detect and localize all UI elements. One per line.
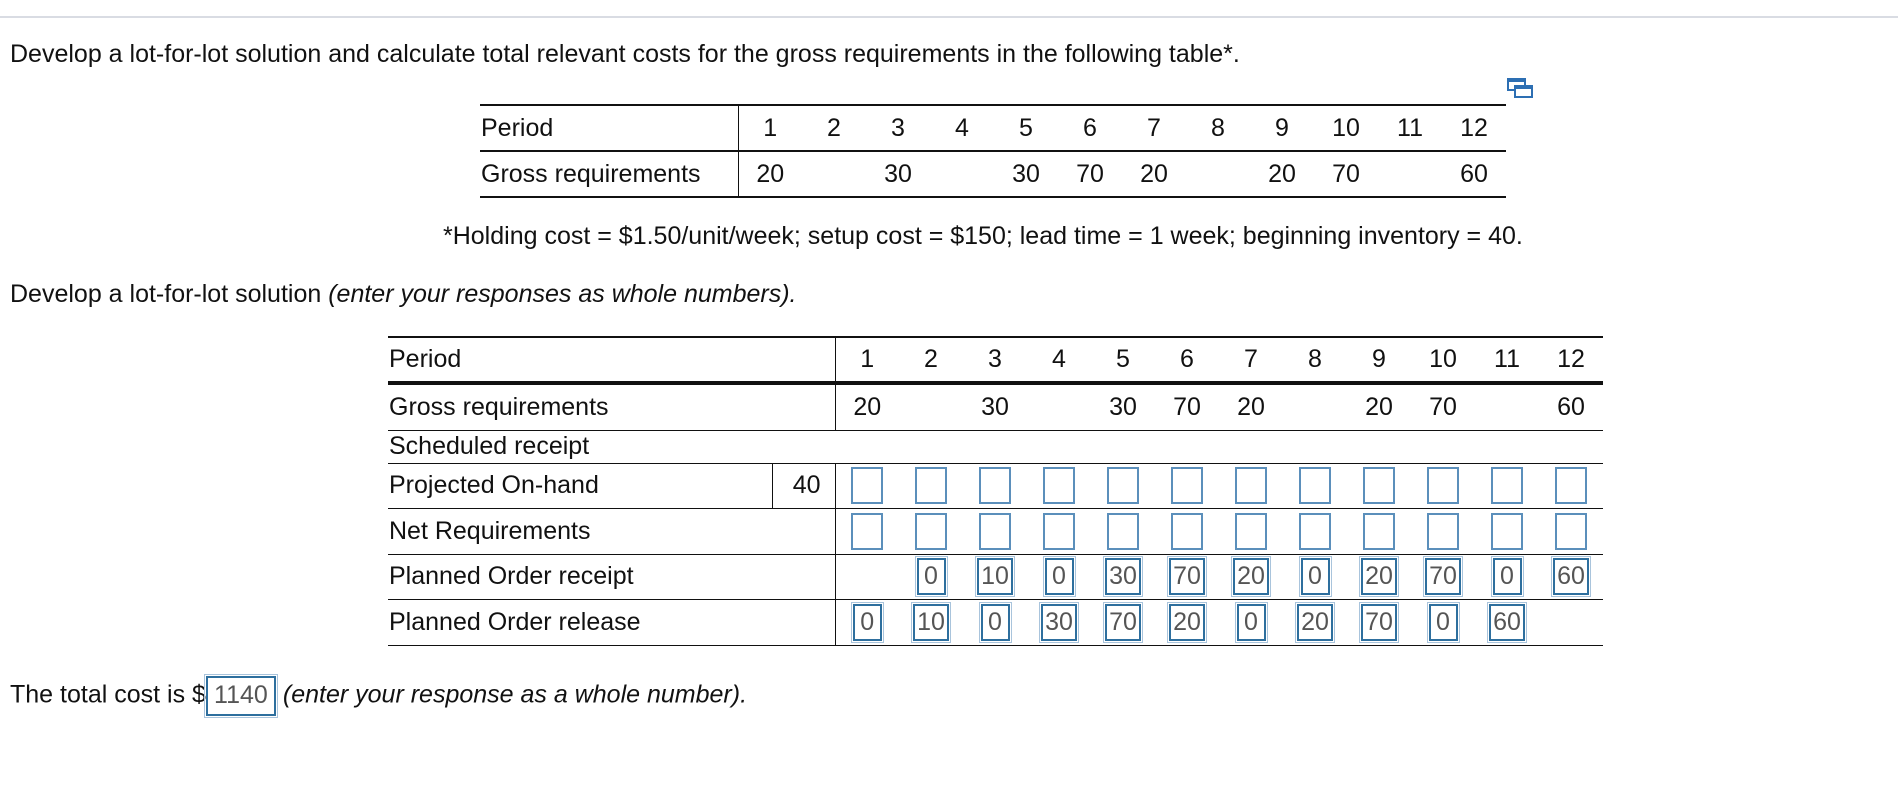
net-input[interactable]	[1491, 513, 1523, 550]
gross-cell: 20	[835, 383, 899, 430]
gross-label: Gross requirements	[480, 151, 738, 197]
gross-cell	[930, 151, 994, 197]
period-cell: 10	[1411, 337, 1475, 383]
period-cell: 5	[994, 105, 1058, 151]
onhand-input[interactable]	[1299, 467, 1331, 504]
top-divider	[0, 16, 1898, 18]
gross-row	[480, 151, 1506, 197]
planned-receipt-input[interactable]: 10	[977, 558, 1013, 595]
gross-cell: 20	[1140, 159, 1168, 188]
mrp-onhand-row	[388, 463, 1603, 509]
planned-receipt-input[interactable]: 60	[1553, 558, 1589, 595]
net-input[interactable]	[1363, 513, 1395, 550]
instruction-hint: (enter your responses as whole numbers).	[328, 280, 797, 308]
planned-receipt-cell	[835, 554, 899, 600]
planned-release-label: Planned Order release	[388, 600, 835, 646]
instruction	[10, 280, 797, 309]
onhand-input[interactable]	[1363, 467, 1395, 504]
planned-receipt-input[interactable]: 0	[1045, 558, 1074, 595]
net-input[interactable]	[1427, 513, 1459, 550]
net-input[interactable]	[1043, 513, 1075, 550]
gross-cell	[1378, 151, 1442, 197]
gross-cell: 60	[1539, 383, 1603, 430]
mrp-planned-receipt-row	[388, 554, 1603, 600]
planned-release-input[interactable]: 0	[853, 604, 882, 641]
net-input[interactable]	[851, 513, 883, 550]
mrp-table	[388, 336, 1603, 646]
planned-receipt-input[interactable]: 0	[1493, 558, 1522, 595]
planned-receipt-input[interactable]: 30	[1105, 558, 1141, 595]
net-requirements-label: Net Requirements	[388, 509, 835, 555]
period-cell: 12	[1539, 337, 1603, 383]
onhand-input[interactable]	[1043, 467, 1075, 504]
net-input[interactable]	[1299, 513, 1331, 550]
onhand-input[interactable]	[1235, 467, 1267, 504]
mrp-period-row	[388, 337, 1603, 383]
gross-cell: 70	[1332, 159, 1360, 188]
period-cell: 5	[1091, 337, 1155, 383]
period-cell: 10	[1314, 105, 1378, 151]
period-cell: 2	[802, 105, 866, 151]
gross-cell: 20	[1219, 383, 1283, 430]
period-cell: 6	[1058, 105, 1122, 151]
gross-cell: 20	[756, 159, 785, 188]
gross-cell	[1186, 151, 1250, 197]
period-cell: 11	[1378, 105, 1442, 151]
gross-cell: 70	[1155, 383, 1219, 430]
planned-release-input[interactable]: 70	[1361, 604, 1397, 641]
mrp-planned-release-row	[388, 600, 1603, 646]
net-input[interactable]	[1107, 513, 1139, 550]
gross-cell: 30	[1091, 383, 1155, 430]
planned-release-cell	[1539, 600, 1603, 646]
planned-receipt-input[interactable]: 20	[1233, 558, 1269, 595]
mrp-gross-row	[388, 383, 1603, 430]
beginning-inventory: 40	[772, 463, 835, 509]
planned-receipt-input[interactable]: 0	[917, 558, 946, 595]
onhand-label: Projected On-hand	[388, 463, 772, 509]
gross-cell: 70	[1411, 383, 1475, 430]
onhand-input[interactable]	[1427, 467, 1459, 504]
total-cost-line	[10, 676, 747, 716]
gross-cell	[1027, 383, 1091, 430]
scheduled-receipt-label: Scheduled receipt	[388, 430, 1603, 463]
planned-release-input[interactable]: 0	[1429, 604, 1458, 641]
gross-cell: 30	[884, 159, 912, 188]
gross-cell: 70	[1076, 159, 1104, 188]
planned-release-input[interactable]: 20	[1169, 604, 1205, 641]
net-input[interactable]	[1235, 513, 1267, 550]
total-cost-input[interactable]: 1140	[206, 676, 276, 716]
net-input[interactable]	[1171, 513, 1203, 550]
mrp-scheduled-row	[388, 430, 1603, 463]
planned-receipt-input[interactable]: 70	[1425, 558, 1461, 595]
onhand-input[interactable]	[851, 467, 883, 504]
onhand-input[interactable]	[1107, 467, 1139, 504]
gross-cell	[1475, 383, 1539, 430]
onhand-input[interactable]	[979, 467, 1011, 504]
period-cell: 1	[738, 105, 802, 151]
period-cell: 12	[1442, 105, 1506, 151]
net-input[interactable]	[1555, 513, 1587, 550]
period-cell: 4	[930, 105, 994, 151]
gross-cell	[899, 383, 963, 430]
gross-requirements-table	[480, 104, 1506, 198]
planned-release-input[interactable]: 0	[981, 604, 1010, 641]
planned-receipt-input[interactable]: 70	[1169, 558, 1205, 595]
mrp-net-row	[388, 509, 1603, 555]
period-cell: 7	[1219, 337, 1283, 383]
mrp-period-label: Period	[388, 337, 835, 383]
planned-release-input[interactable]: 60	[1489, 604, 1525, 641]
period-cell: 11	[1475, 337, 1539, 383]
planned-receipt-input[interactable]: 20	[1361, 558, 1397, 595]
period-cell: 9	[1250, 105, 1314, 151]
planned-release-input[interactable]: 30	[1041, 604, 1077, 641]
mrp-gross-label: Gross requirements	[388, 383, 835, 430]
onhand-input[interactable]	[915, 467, 947, 504]
gross-cell: 20	[1268, 159, 1296, 188]
footnote: *Holding cost = $1.50/unit/week; setup cost = $150; lead time = 1 week; beginning inventory = 40.	[443, 222, 1523, 250]
intro-text: Develop a lot-for-lot solution and calculate total relevant costs for the gross requirements in the following table*.	[10, 40, 1240, 68]
planned-release-input[interactable]: 20	[1297, 604, 1333, 641]
gross-cell	[1283, 383, 1347, 430]
period-cell: 1	[835, 337, 899, 383]
period-cell: 6	[1155, 337, 1219, 383]
period-cell: 8	[1186, 105, 1250, 151]
net-input[interactable]	[979, 513, 1011, 550]
planned-release-input[interactable]: 10	[913, 604, 949, 641]
onhand-input[interactable]	[1555, 467, 1587, 504]
period-label: Period	[480, 105, 738, 151]
gross-cell: 30	[963, 383, 1027, 430]
copy-table-icon[interactable]	[1506, 77, 1534, 99]
period-cell: 7	[1122, 105, 1186, 151]
planned-receipt-input[interactable]: 0	[1301, 558, 1330, 595]
planned-release-input[interactable]: 0	[1237, 604, 1266, 641]
period-cell: 4	[1027, 337, 1091, 383]
period-cell: 9	[1347, 337, 1411, 383]
total-prefix: The total cost is $	[10, 680, 206, 709]
period-cell: 2	[899, 337, 963, 383]
instruction-text: Develop a lot-for-lot solution	[10, 280, 329, 308]
onhand-input[interactable]	[1171, 467, 1203, 504]
planned-receipt-label: Planned Order receipt	[388, 554, 835, 600]
onhand-input[interactable]	[1491, 467, 1523, 504]
net-input[interactable]	[915, 513, 947, 550]
period-row	[480, 105, 1506, 151]
gross-cell: 20	[1347, 383, 1411, 430]
period-cell: 3	[866, 105, 930, 151]
period-cell: 3	[963, 337, 1027, 383]
total-hint: (enter your response as a whole number).	[282, 680, 748, 709]
gross-cell: 60	[1460, 159, 1488, 188]
period-cell: 8	[1283, 337, 1347, 383]
gross-cell	[802, 151, 866, 197]
planned-release-input[interactable]: 70	[1105, 604, 1141, 641]
gross-cell: 30	[1012, 159, 1040, 188]
